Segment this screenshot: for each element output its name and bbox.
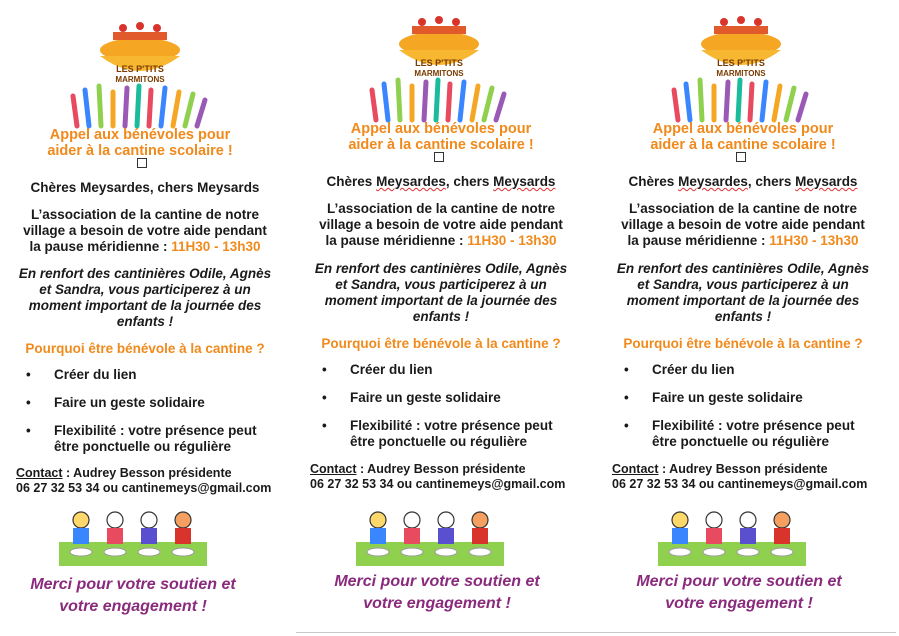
contact-details: 06 27 32 53 34 ou cantinemeys@gmail.com [612,477,868,491]
renfort-paragraph [598,261,888,325]
contact-name: : Audrey Besson présidente [658,462,828,476]
renfort-line: En renfort des cantinières Odile, Agnès [314,261,568,276]
association-paragraph [296,201,586,249]
appeal-line: aider à la cantine scolaire ! [47,143,233,159]
contact-label: Contact [16,466,63,480]
association-paragraph [0,207,290,255]
bullet-icon: • [322,390,327,405]
svg-text:MARMITONS: MARMITONS [716,69,766,78]
why-heading: Pourquoi être bénévole à la cantine ? [623,336,863,351]
bullet-icon: • [624,418,629,433]
flyer-column-1 [0,0,290,636]
svg-text:MARMITONS: MARMITONS [414,69,464,78]
bullet-icon: • [322,418,327,433]
hours-highlight: 11H30 - 13h30 [171,239,261,254]
bullet-text: être ponctuelle ou régulière [54,439,232,454]
renfort-line: En renfort des cantinières Odile, Agnès [616,261,870,276]
bullet-text: Faire un geste solidaire [54,395,205,410]
hours-highlight: 11H30 - 13h30 [467,233,557,248]
bullet-text: Créer du lien [350,362,433,377]
marmitons-logo [354,10,524,124]
children-at-table-illustration [658,508,806,566]
flyer-column-3 [598,0,888,636]
assoc-line: la pause méridienne : [627,233,770,248]
association-paragraph [598,201,888,249]
appeal-line: aider à la cantine scolaire ! [650,137,836,153]
greeting-word: Meysards [493,174,556,189]
renfort-paragraph [296,261,586,325]
hours-highlight: 11H30 - 13h30 [769,233,859,248]
greeting-text: , chers [149,180,198,195]
renfort-line: En renfort des cantinières Odile, Agnès [18,266,272,281]
bullet-icon: • [26,367,31,382]
greeting-word: Meysards [197,180,260,195]
svg-text:MARMITONS: MARMITONS [115,75,165,84]
contact-label: Contact [612,462,659,476]
greeting-word: Meysardes [376,174,446,189]
contact-block [612,462,892,492]
list-item [20,423,290,455]
marmitons-logo [55,16,225,130]
renfort-line: et Sandra, vous participerez à un [637,277,849,292]
contact-name: : Audrey Besson présidente [62,466,232,480]
contact-block [16,466,296,496]
svg-text:LES P'TITS: LES P'TITS [415,58,463,68]
renfort-line: enfants ! [116,314,174,329]
assoc-line: L’association de la cantine de notre [30,207,260,222]
why-heading: Pourquoi être bénévole à la cantine ? [321,336,561,351]
thanks-line: votre engagement ! [363,595,511,612]
svg-text:LES P'TITS: LES P'TITS [116,64,164,74]
appeal-heading [296,121,586,153]
svg-text:LES P'TITS: LES P'TITS [717,58,765,68]
contact-name: : Audrey Besson présidente [356,462,526,476]
marmitons-logo [656,10,826,124]
bullet-text: Faire un geste solidaire [652,390,803,405]
bullet-text: Flexibilité : votre présence peut [652,418,855,433]
flyer-column-2 [296,0,586,636]
assoc-line: L’association de la cantine de notre [326,201,556,216]
anchor-marker-icon [434,152,444,162]
bottom-divider [296,632,896,633]
appeal-line: aider à la cantine scolaire ! [348,137,534,153]
list-item [618,362,888,378]
assoc-line: la pause méridienne : [29,239,172,254]
thanks-line: votre engagement ! [665,595,813,612]
appeal-heading [598,121,888,153]
bullet-list [316,362,586,462]
thanks-message [292,571,582,615]
greeting-word: Meysardes [80,180,150,195]
thanks-message [0,574,278,618]
contact-block [310,462,590,492]
bullet-list [618,362,888,462]
anchor-marker-icon [137,158,147,168]
greeting-text: Chères [326,174,377,189]
renfort-line: moment important de la journée des [324,293,558,308]
greeting-text: Chères [30,180,81,195]
list-item [316,418,586,450]
greeting-text: , chers [747,174,796,189]
list-item [316,362,586,378]
contact-details: 06 27 32 53 34 ou cantinemeys@gmail.com [16,481,272,495]
greeting [598,174,888,190]
bullet-icon: • [26,395,31,410]
bullet-text: Flexibilité : votre présence peut [350,418,553,433]
renfort-line: enfants ! [412,309,470,324]
appeal-line: Appel aux bénévoles pour [49,127,231,143]
appeal-line: Appel aux bénévoles pour [350,121,532,137]
bullet-icon: • [322,362,327,377]
renfort-line: enfants ! [714,309,772,324]
thanks-line: Merci pour votre soutien et [30,576,236,593]
list-item [20,395,290,411]
renfort-line: et Sandra, vous participerez à un [335,277,547,292]
bullet-text: Créer du lien [54,367,137,382]
greeting-word: Meysardes [678,174,748,189]
assoc-line: L’association de la cantine de notre [628,201,858,216]
list-item [316,390,586,406]
assoc-line: la pause méridienne : [325,233,468,248]
contact-label: Contact [310,462,357,476]
children-at-table-illustration [356,508,504,566]
anchor-marker-icon [736,152,746,162]
greeting [296,174,586,190]
renfort-paragraph [0,266,290,330]
greeting-text: , chers [445,174,494,189]
thanks-line: votre engagement ! [59,598,207,615]
bullet-text: être ponctuelle ou régulière [350,434,528,449]
why-heading: Pourquoi être bénévole à la cantine ? [25,341,265,356]
list-item [20,367,290,383]
bullet-list [20,367,290,467]
assoc-line: village a besoin de votre aide pendant [319,217,563,232]
renfort-line: et Sandra, vous participerez à un [39,282,251,297]
bullet-text: être ponctuelle ou régulière [652,434,830,449]
children-at-table-illustration [59,508,207,566]
list-item [618,418,888,450]
list-item [618,390,888,406]
contact-details: 06 27 32 53 34 ou cantinemeys@gmail.com [310,477,566,491]
bullet-icon: • [26,423,31,438]
renfort-line: moment important de la journée des [626,293,860,308]
greeting-word: Meysards [795,174,858,189]
thanks-message [594,571,884,615]
appeal-line: Appel aux bénévoles pour [652,121,834,137]
greeting-text: Chères [628,174,679,189]
bullet-text: Faire un geste solidaire [350,390,501,405]
thanks-line: Merci pour votre soutien et [334,573,540,590]
assoc-line: village a besoin de votre aide pendant [621,217,865,232]
renfort-line: moment important de la journée des [28,298,262,313]
greeting [0,180,290,196]
appeal-heading [0,127,285,159]
bullet-icon: • [624,390,629,405]
assoc-line: village a besoin de votre aide pendant [23,223,267,238]
bullet-text: Flexibilité : votre présence peut [54,423,257,438]
thanks-line: Merci pour votre soutien et [636,573,842,590]
bullet-text: Créer du lien [652,362,735,377]
bullet-icon: • [624,362,629,377]
